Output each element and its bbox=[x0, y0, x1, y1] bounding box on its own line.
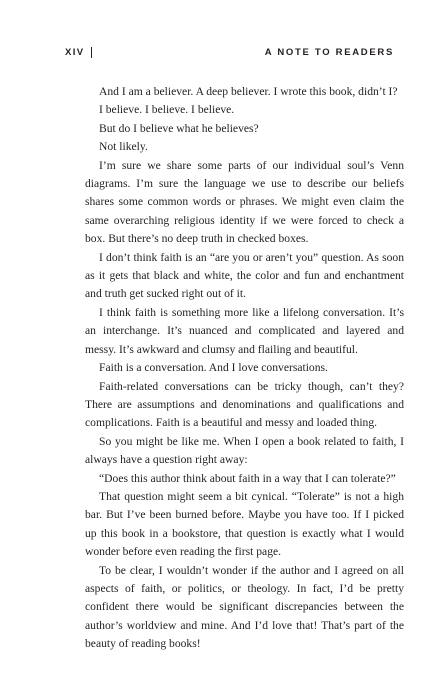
paragraph: But do I believe what he believes? bbox=[99, 121, 259, 135]
paragraph: I think faith is something more like a lifelong conversation. It’s an interchange. It’s nuanced and complicated and layered and messy. It’s awkward and clumsy and flailing and beautiful. bbox=[85, 305, 404, 356]
paragraph: Faith-related conversations can be tricky though, can’t they? There are assumptions and denominations and qualifications and complications. Faith is a beautiful and messy and loaded thing. bbox=[85, 379, 404, 430]
body-text bbox=[85, 83, 404, 654]
paragraph: Faith is a conversation. And I love conversations. bbox=[99, 361, 328, 375]
paragraph: Not likely. bbox=[99, 140, 148, 154]
folio-divider bbox=[91, 47, 92, 58]
paragraph: And I am a believer. A deep believer. I wrote this book, didn’t I? bbox=[99, 85, 398, 98]
paragraph: “Does this author think about faith in a way that I can tolerate?” bbox=[99, 471, 396, 485]
paragraph: I’m sure we share some parts of our individual soul’s Venn diagrams. I’m sure the language we use to describe our beliefs shares some common words or phrases. We might even claim the same overarching religious identity if we were forced to check a box. But there’s no deep truth in checked boxes. bbox=[85, 158, 404, 246]
paragraph: I don’t think faith is an “are you or aren’t you” question. As soon as it gets that black and white, the color and fun and enchantment and truth get sucked right out of it. bbox=[85, 250, 404, 301]
paragraph: So you might be like me. When I open a book related to faith, I always have a question right away: bbox=[85, 434, 404, 467]
folio bbox=[65, 47, 92, 58]
page-number: XIV bbox=[65, 46, 85, 58]
page-header bbox=[65, 44, 394, 60]
paragraph: I believe. I believe. I believe. bbox=[99, 103, 235, 117]
paragraph: That question might seem a bit cynical. “Tolerate” is not a high bar. But I’ve been burned before. Maybe you have too. If I picked up this book in a bookstore, that question is exactly what I would wonder before even reading the first page. bbox=[85, 489, 404, 559]
paragraph: To be clear, I wouldn’t wonder if the author and I agreed on all aspects of faith, or politics, or theology. In fact, I’d be pretty confident there would be significant discrepancies between the author’s worldview and mine. And I’d love that! That’s part of the beauty of reading books! bbox=[85, 563, 404, 651]
running-head: A NOTE TO READERS bbox=[264, 46, 394, 58]
